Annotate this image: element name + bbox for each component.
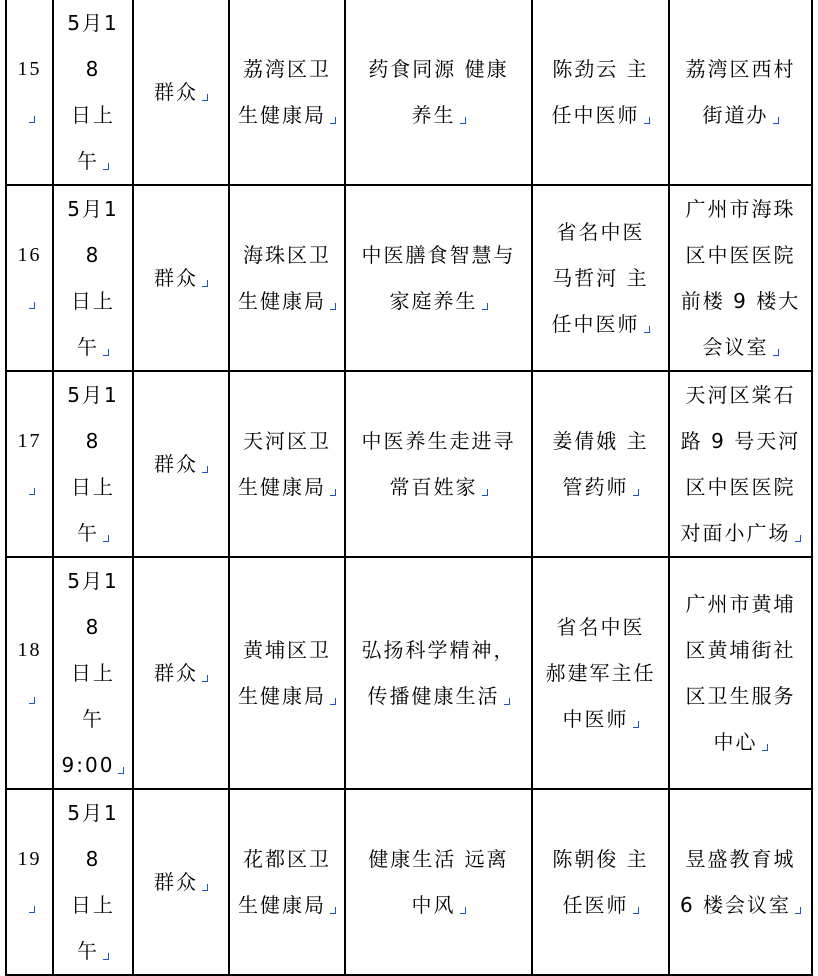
time-text: 9:00 (61, 753, 115, 777)
speaker-cell (532, 371, 669, 557)
audience-cell (133, 0, 229, 185)
venue-text: 会议室 (702, 335, 769, 359)
speaker-text: 管药师 (562, 475, 629, 499)
audience-text: 群众 (154, 80, 198, 104)
paragraph-mark-icon (633, 489, 639, 496)
speaker-text: 省名中医 (556, 615, 645, 639)
topic-text: 药食同源 健康 (368, 57, 509, 81)
paragraph-mark-icon (633, 907, 639, 914)
organizer-text: 天河区卫 (243, 429, 331, 453)
venue-text: 区中医医院 (685, 243, 796, 267)
row-number-text: 19 (17, 848, 42, 870)
audience-text: 群众 (154, 452, 198, 476)
topic-text: 中风 (411, 893, 456, 917)
topic-text: 常百姓家 (389, 475, 478, 499)
row-number-cell (6, 789, 53, 975)
topic-text: 传播健康生活 (367, 684, 500, 708)
venue-text: 区卫生服务 (685, 684, 796, 708)
time-text: 午 (77, 939, 99, 963)
venue-text: 广州市黄埔 (685, 592, 796, 616)
paragraph-mark-icon (330, 303, 336, 310)
venue-text: 对面小广场 (680, 521, 791, 545)
paragraph-mark-icon (460, 907, 466, 914)
organizer-text: 黄埔区卫 (243, 638, 331, 662)
speaker-text: 中医师 (562, 707, 629, 731)
paragraph-mark-icon (773, 349, 779, 356)
audience-text: 群众 (154, 266, 198, 290)
venue-text: 荔湾区西村 (685, 57, 796, 81)
venue-text: 前楼 9 楼大 (680, 289, 801, 313)
topic-text: 健康生活 远离 (368, 847, 509, 871)
time-text: 5月18 (67, 11, 119, 81)
speaker-text: 任医师 (562, 893, 629, 917)
paragraph-mark-icon (118, 767, 124, 774)
audience-text: 群众 (154, 870, 198, 894)
time-cell (53, 789, 133, 975)
speaker-text: 陈劲云 主 (552, 57, 649, 81)
topic-cell (345, 185, 532, 371)
time-text: 午 (82, 707, 104, 731)
speaker-text: 省名中医 (556, 220, 645, 244)
organizer-text: 生健康局 (238, 475, 326, 499)
speaker-text: 任中医师 (551, 103, 640, 127)
audience-cell (133, 789, 229, 975)
row-number-cell (6, 371, 53, 557)
speaker-text: 任中医师 (551, 312, 640, 336)
paragraph-mark-icon (330, 698, 336, 705)
venue-text: 路 9 号天河 (680, 429, 801, 453)
audience-text: 群众 (154, 661, 198, 685)
paragraph-mark-icon (29, 697, 35, 704)
venue-text: 昱盛教育城 (685, 847, 796, 871)
time-text: 日上 (71, 289, 115, 313)
speaker-cell (532, 789, 669, 975)
speaker-text: 陈朝俊 主 (552, 847, 649, 871)
organizer-text: 海珠区卫 (243, 243, 331, 267)
row-number-text: 15 (17, 58, 42, 80)
organizer-text: 生健康局 (238, 103, 326, 127)
row-number-cell (6, 557, 53, 789)
organizer-text: 生健康局 (238, 893, 326, 917)
topic-text: 中医膳食智慧与 (361, 243, 516, 267)
table-row (6, 557, 812, 789)
paragraph-mark-icon (29, 488, 35, 495)
event-schedule-table (5, 0, 813, 976)
organizer-text: 生健康局 (238, 289, 326, 313)
topic-cell (345, 0, 532, 185)
organizer-text: 生健康局 (238, 684, 326, 708)
time-text: 5月18 (67, 383, 119, 453)
paragraph-mark-icon (103, 953, 109, 960)
audience-cell (133, 185, 229, 371)
venue-text: 区中医医院 (685, 475, 796, 499)
organizer-cell (229, 371, 345, 557)
row-number-cell (6, 185, 53, 371)
venue-cell (669, 0, 812, 185)
venue-text: 天河区棠石 (685, 383, 796, 407)
audience-cell (133, 371, 229, 557)
time-text: 日上 (71, 893, 115, 917)
organizer-text: 花都区卫 (243, 847, 331, 871)
speaker-cell (532, 0, 669, 185)
row-number-text: 18 (17, 639, 42, 661)
venue-text: 中心 (713, 730, 758, 754)
topic-cell (345, 371, 532, 557)
venue-cell (669, 557, 812, 789)
organizer-cell (229, 557, 345, 789)
time-text: 5月18 (67, 801, 119, 871)
venue-cell (669, 185, 812, 371)
paragraph-mark-icon (482, 303, 488, 310)
paragraph-mark-icon (103, 349, 109, 356)
paragraph-mark-icon (330, 907, 336, 914)
venue-text: 街道办 (702, 103, 769, 127)
paragraph-mark-icon (330, 117, 336, 124)
paragraph-mark-icon (795, 535, 801, 542)
time-text: 午 (77, 149, 99, 173)
organizer-cell (229, 185, 345, 371)
speaker-cell (532, 557, 669, 789)
paragraph-mark-icon (633, 721, 639, 728)
row-number-cell (6, 0, 53, 185)
paragraph-mark-icon (644, 117, 650, 124)
row-number-text: 17 (17, 430, 42, 452)
paragraph-mark-icon (504, 698, 510, 705)
time-text: 5月18 (67, 197, 119, 267)
paragraph-mark-icon (202, 94, 208, 101)
paragraph-mark-icon (202, 675, 208, 682)
time-cell (53, 0, 133, 185)
speaker-cell (532, 185, 669, 371)
paragraph-mark-icon (460, 117, 466, 124)
venue-cell (669, 371, 812, 557)
topic-cell (345, 557, 532, 789)
topic-text: 弘扬科学精神， (361, 638, 516, 662)
venue-text: 6 楼会议室 (679, 893, 792, 917)
organizer-text: 荔湾区卫 (243, 57, 331, 81)
table-row (6, 0, 812, 185)
speaker-text: 郝建军主任 (545, 661, 656, 685)
time-text: 午 (77, 335, 99, 359)
organizer-cell (229, 0, 345, 185)
paragraph-mark-icon (29, 302, 35, 309)
organizer-cell (229, 789, 345, 975)
time-text: 日上 (71, 103, 115, 127)
paragraph-mark-icon (482, 489, 488, 496)
paragraph-mark-icon (762, 744, 768, 751)
time-text: 午 (77, 521, 99, 545)
time-cell (53, 185, 133, 371)
audience-cell (133, 557, 229, 789)
paragraph-mark-icon (202, 466, 208, 473)
paragraph-mark-icon (202, 280, 208, 287)
venue-text: 区黄埔街社 (685, 638, 796, 662)
topic-text: 中医养生走进寻 (361, 429, 516, 453)
table-row (6, 371, 812, 557)
table-row (6, 185, 812, 371)
paragraph-mark-icon (795, 907, 801, 914)
paragraph-mark-icon (103, 535, 109, 542)
topic-text: 家庭养生 (389, 289, 478, 313)
paragraph-mark-icon (202, 884, 208, 891)
paragraph-mark-icon (644, 326, 650, 333)
topic-text: 养生 (411, 103, 456, 127)
speaker-text: 马哲河 主 (552, 266, 649, 290)
paragraph-mark-icon (103, 163, 109, 170)
venue-text: 广州市海珠 (685, 197, 796, 221)
paragraph-mark-icon (29, 116, 35, 123)
topic-cell (345, 789, 532, 975)
row-number-text: 16 (17, 244, 42, 266)
paragraph-mark-icon (330, 489, 336, 496)
time-text: 5月18 (67, 569, 119, 639)
time-cell (53, 371, 133, 557)
time-text: 日上 (71, 475, 115, 499)
time-cell (53, 557, 133, 789)
schedule-body (6, 0, 812, 975)
paragraph-mark-icon (773, 117, 779, 124)
table-row (6, 789, 812, 975)
speaker-text: 姜倩娥 主 (552, 429, 649, 453)
venue-cell (669, 789, 812, 975)
time-text: 日上 (71, 661, 115, 685)
paragraph-mark-icon (29, 906, 35, 913)
